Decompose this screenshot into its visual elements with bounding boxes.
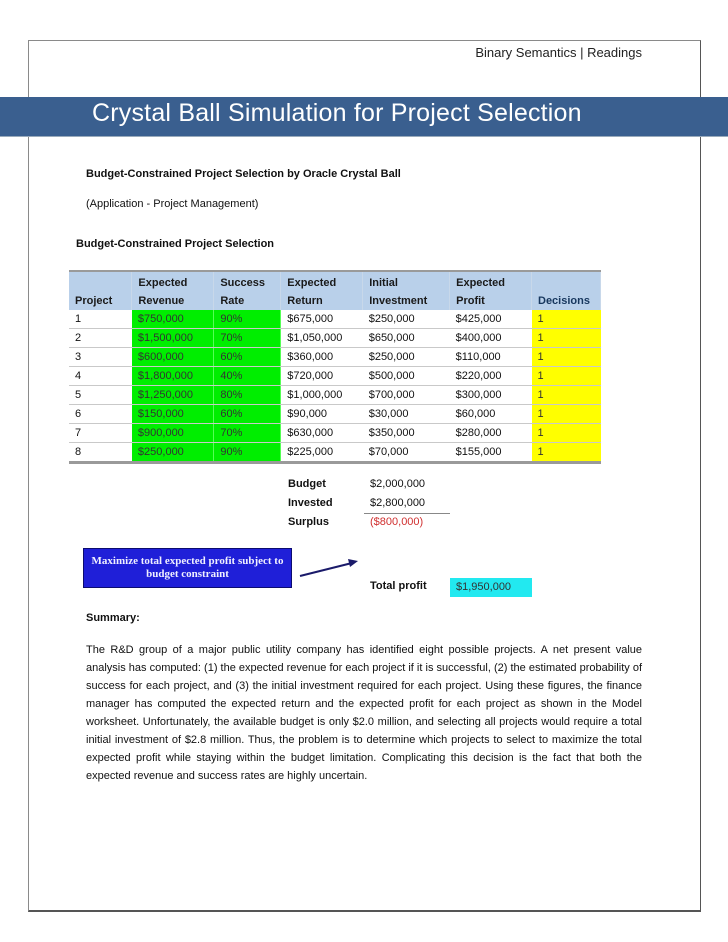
cell-investment: $250,000 [363, 310, 450, 329]
cell-decision[interactable]: 1 [532, 329, 601, 348]
cell-decision[interactable]: 1 [532, 405, 601, 424]
col-header-initial-investment: Initial Investment [363, 271, 450, 310]
summary-title: Summary: [86, 612, 140, 624]
cell-revenue[interactable]: $250,000 [132, 443, 214, 463]
cell-return: $630,000 [281, 424, 363, 443]
cell-project: 7 [69, 424, 132, 443]
cell-return: $360,000 [281, 348, 363, 367]
document-subheading: (Application - Project Management) [86, 198, 259, 210]
document-heading: Budget-Constrained Project Selection by Oracle Crystal Ball [86, 168, 401, 180]
cell-investment: $250,000 [363, 348, 450, 367]
cell-rate[interactable]: 70% [214, 329, 281, 348]
table-row [69, 424, 601, 443]
cell-revenue[interactable]: $1,250,000 [132, 386, 214, 405]
cell-project: 5 [69, 386, 132, 405]
cell-project: 6 [69, 405, 132, 424]
table-row [69, 329, 601, 348]
table-row [69, 310, 601, 329]
col-header-expected-revenue: Expected Revenue [132, 271, 214, 310]
cell-project: 8 [69, 443, 132, 463]
table-row [69, 405, 601, 424]
cell-revenue[interactable]: $1,500,000 [132, 329, 214, 348]
table-header-row [69, 271, 601, 310]
cell-rate[interactable]: 90% [214, 310, 281, 329]
cell-decision[interactable]: 1 [532, 424, 601, 443]
project-table [69, 270, 601, 464]
cell-revenue[interactable]: $150,000 [132, 405, 214, 424]
col-header-expected-profit: Expected Profit [450, 271, 532, 310]
invested-label: Invested [288, 497, 333, 509]
table-row [69, 386, 601, 405]
title-banner [0, 97, 728, 137]
cell-investment: $500,000 [363, 367, 450, 386]
cell-profit: $220,000 [450, 367, 532, 386]
objective-callout-box: Maximize total expected profit subject to budget constraint [83, 548, 292, 588]
cell-decision[interactable]: 1 [532, 386, 601, 405]
col-header-project: Project [69, 271, 132, 310]
cell-investment: $350,000 [363, 424, 450, 443]
cell-profit: $155,000 [450, 443, 532, 463]
sum-divider [364, 513, 450, 514]
total-profit-label: Total profit [370, 580, 427, 592]
cell-rate[interactable]: 60% [214, 348, 281, 367]
cell-return: $675,000 [281, 310, 363, 329]
cell-rate[interactable]: 60% [214, 405, 281, 424]
cell-profit: $280,000 [450, 424, 532, 443]
cell-project: 3 [69, 348, 132, 367]
table-row [69, 443, 601, 463]
col-header-decisions: Decisions [532, 271, 601, 310]
cell-revenue[interactable]: $600,000 [132, 348, 214, 367]
cell-profit: $110,000 [450, 348, 532, 367]
cell-rate[interactable]: 90% [214, 443, 281, 463]
cell-return: $1,050,000 [281, 329, 363, 348]
cell-decision[interactable]: 1 [532, 348, 601, 367]
cell-decision[interactable]: 1 [532, 443, 601, 463]
budget-label: Budget [288, 478, 326, 490]
cell-profit: $60,000 [450, 405, 532, 424]
cell-profit: $400,000 [450, 329, 532, 348]
col-header-expected-return: Expected Return [281, 271, 363, 310]
cell-project: 1 [69, 310, 132, 329]
cell-investment: $30,000 [363, 405, 450, 424]
cell-revenue[interactable]: $1,800,000 [132, 367, 214, 386]
cell-decision[interactable]: 1 [532, 367, 601, 386]
invested-value: $2,800,000 [370, 497, 426, 509]
arrow-icon [296, 556, 362, 582]
cell-return: $720,000 [281, 367, 363, 386]
cell-revenue[interactable]: $750,000 [132, 310, 214, 329]
cell-rate[interactable]: 70% [214, 424, 281, 443]
summary-paragraph: The R&D group of a major public utility company has identified eight possible projects. A net present value analysis has computed: (1) the expected revenue for each project if it is successful, (2) the estimated probability of success for each project, and (3) the initial investment required for each project. Using these figures, the finance manager has computed the expected return and the expected profit for each project as shown in the Model worksheet. Unfortunately, the available budget is only $2.0 million, and selecting all projects would require a total initial investment of $2.8 million. Thus, the problem is to determine which projects to select to maximize the total expected profit while staying within the budget limitation. Complicating this decision is the fact that both the expected revenue and success rates are highly uncertain. [86, 644, 642, 782]
cell-project: 4 [69, 367, 132, 386]
cell-investment: $650,000 [363, 329, 450, 348]
surplus-value: ($800,000) [370, 516, 424, 528]
cell-investment: $70,000 [363, 443, 450, 463]
cell-investment: $700,000 [363, 386, 450, 405]
cell-return: $1,000,000 [281, 386, 363, 405]
cell-return: $90,000 [281, 405, 363, 424]
cell-project: 2 [69, 329, 132, 348]
page-title: Crystal Ball Simulation for Project Selection [92, 99, 582, 127]
total-profit-value: $1,950,000 [450, 578, 532, 597]
cell-profit: $300,000 [450, 386, 532, 405]
cell-revenue[interactable]: $900,000 [132, 424, 214, 443]
budget-value: $2,000,000 [370, 478, 426, 490]
section-title: Budget-Constrained Project Selection [76, 238, 275, 250]
cell-profit: $425,000 [450, 310, 532, 329]
surplus-label: Surplus [288, 516, 329, 528]
cell-rate[interactable]: 80% [214, 386, 281, 405]
table-row [69, 367, 601, 386]
cell-decision[interactable]: 1 [532, 310, 601, 329]
cell-return: $225,000 [281, 443, 363, 463]
table-row [69, 348, 601, 367]
header-source-text: Binary Semantics | Readings [475, 45, 642, 60]
cell-rate[interactable]: 40% [214, 367, 281, 386]
col-header-success-rate: Success Rate [214, 271, 281, 310]
